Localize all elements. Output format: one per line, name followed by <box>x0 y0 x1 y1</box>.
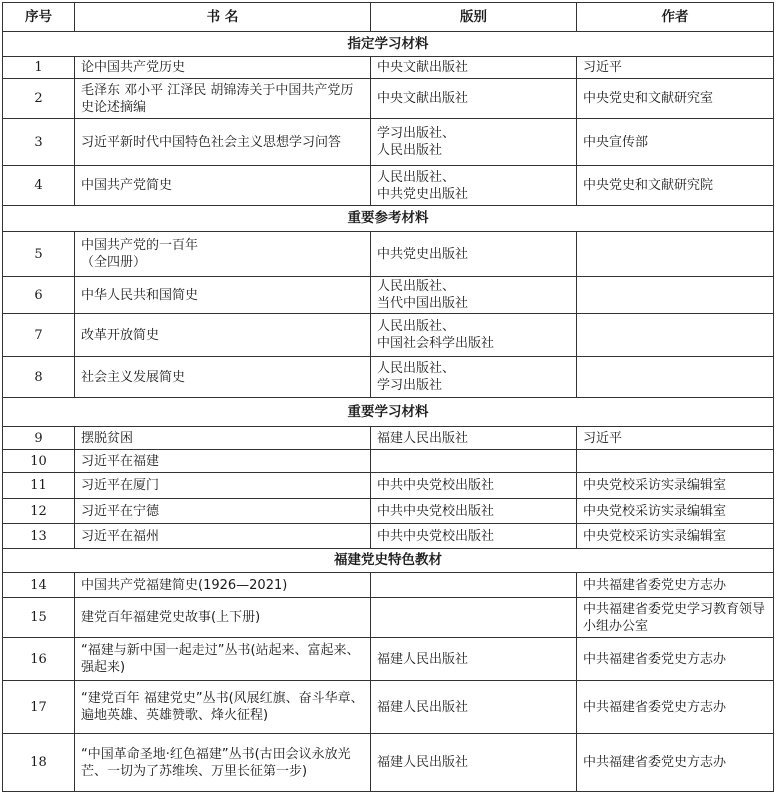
section-row <box>3 206 774 232</box>
author: 中央党史和文献研究室 <box>577 79 774 119</box>
header-index: 序号 <box>3 3 75 32</box>
row-index: 10 <box>3 450 75 473</box>
table-row <box>3 638 774 681</box>
table-row <box>3 357 774 398</box>
book-title: 中国共产党的一百年 （全四册） <box>75 232 371 277</box>
publisher: 中共中央党校出版社 <box>371 499 577 524</box>
author: 中央党校采访实录编辑室 <box>577 499 774 524</box>
book-list-table <box>2 2 774 792</box>
publisher: 人民出版社、 中国社会科学出版社 <box>371 314 577 357</box>
book-title: 社会主义发展简史 <box>75 357 371 398</box>
book-title: 摆脱贫困 <box>75 427 371 450</box>
publisher: 中央文献出版社 <box>371 57 577 79</box>
book-title: 论中国共产党历史 <box>75 57 371 79</box>
header-publisher: 版别 <box>371 3 577 32</box>
author: 习近平 <box>577 427 774 450</box>
row-index: 13 <box>3 524 75 549</box>
header-author: 作者 <box>577 3 774 32</box>
publisher: 人民出版社、 当代中国出版社 <box>371 277 577 314</box>
table-row <box>3 473 774 499</box>
row-index: 8 <box>3 357 75 398</box>
row-index: 3 <box>3 119 75 166</box>
row-index: 16 <box>3 638 75 681</box>
row-index: 4 <box>3 166 75 206</box>
section-title: 重要参考材料 <box>3 206 774 232</box>
author: 中央党校采访实录编辑室 <box>577 473 774 499</box>
publisher: 福建人民出版社 <box>371 734 577 792</box>
author <box>577 232 774 277</box>
table-row <box>3 79 774 119</box>
publisher <box>371 450 577 473</box>
table-row <box>3 524 774 549</box>
author <box>577 277 774 314</box>
row-index: 2 <box>3 79 75 119</box>
author <box>577 357 774 398</box>
row-index: 1 <box>3 57 75 79</box>
table-row <box>3 450 774 473</box>
table-row <box>3 119 774 166</box>
author: 中共福建省委党史方志办 <box>577 638 774 681</box>
publisher: 学习出版社、 人民出版社 <box>371 119 577 166</box>
table-row <box>3 277 774 314</box>
row-index: 17 <box>3 681 75 734</box>
book-title: 习近平新时代中国特色社会主义思想学习问答 <box>75 119 371 166</box>
table-row <box>3 166 774 206</box>
author: 中央党校采访实录编辑室 <box>577 524 774 549</box>
row-index: 14 <box>3 573 75 598</box>
author: 中共福建省委党史方志办 <box>577 734 774 792</box>
publisher: 人民出版社、 学习出版社 <box>371 357 577 398</box>
book-title: 习近平在厦门 <box>75 473 371 499</box>
author: 中央党史和文献研究院 <box>577 166 774 206</box>
book-title: 中国共产党简史 <box>75 166 371 206</box>
book-title: 中华人民共和国简史 <box>75 277 371 314</box>
author: 中央宣传部 <box>577 119 774 166</box>
book-title: “福建与新中国一起走过”丛书(站起来、富起来、强起来) <box>75 638 371 681</box>
table-row <box>3 232 774 277</box>
table-row <box>3 314 774 357</box>
publisher: 人民出版社、 中共党史出版社 <box>371 166 577 206</box>
publisher: 福建人民出版社 <box>371 427 577 450</box>
book-title: 习近平在宁德 <box>75 499 371 524</box>
table-row <box>3 734 774 792</box>
publisher: 福建人民出版社 <box>371 681 577 734</box>
book-title: “中国革命圣地·红色福建”丛书(古田会议永放光芒、一切为了苏维埃、万里长征第一步) <box>75 734 371 792</box>
section-title: 重要学习材料 <box>3 398 774 427</box>
author <box>577 450 774 473</box>
table-body <box>3 32 774 792</box>
publisher: 中共中央党校出版社 <box>371 524 577 549</box>
table-row <box>3 598 774 638</box>
publisher: 中共中央党校出版社 <box>371 473 577 499</box>
publisher <box>371 573 577 598</box>
publisher <box>371 598 577 638</box>
row-index: 6 <box>3 277 75 314</box>
table-row <box>3 499 774 524</box>
table-row <box>3 681 774 734</box>
row-index: 7 <box>3 314 75 357</box>
author <box>577 314 774 357</box>
row-index: 18 <box>3 734 75 792</box>
row-index: 11 <box>3 473 75 499</box>
section-row <box>3 32 774 57</box>
book-title: 习近平在福建 <box>75 450 371 473</box>
book-title: 改革开放简史 <box>75 314 371 357</box>
author: 中共福建省委党史方志办 <box>577 681 774 734</box>
publisher: 福建人民出版社 <box>371 638 577 681</box>
header-row <box>3 3 774 32</box>
table-row <box>3 573 774 598</box>
section-row <box>3 549 774 573</box>
book-title: 习近平在福州 <box>75 524 371 549</box>
header-title: 书 名 <box>75 3 371 32</box>
book-title: 建党百年福建党史故事(上下册) <box>75 598 371 638</box>
book-title: 中国共产党福建简史(1926—2021) <box>75 573 371 598</box>
author: 中共福建省委党史学习教育领导小组办公室 <box>577 598 774 638</box>
author: 习近平 <box>577 57 774 79</box>
publisher: 中共党史出版社 <box>371 232 577 277</box>
row-index: 12 <box>3 499 75 524</box>
row-index: 9 <box>3 427 75 450</box>
row-index: 5 <box>3 232 75 277</box>
book-title: “建党百年 福建党史”丛书(风展红旗、奋斗华章、遍地英雄、英雄赞歌、烽火征程) <box>75 681 371 734</box>
section-title: 福建党史特色教材 <box>3 549 774 573</box>
table-row <box>3 427 774 450</box>
section-title: 指定学习材料 <box>3 32 774 57</box>
publisher: 中央文献出版社 <box>371 79 577 119</box>
row-index: 15 <box>3 598 75 638</box>
book-title: 毛泽东 邓小平 江泽民 胡锦涛关于中国共产党历史论述摘编 <box>75 79 371 119</box>
section-row <box>3 398 774 427</box>
table-row <box>3 57 774 79</box>
author: 中共福建省委党史方志办 <box>577 573 774 598</box>
